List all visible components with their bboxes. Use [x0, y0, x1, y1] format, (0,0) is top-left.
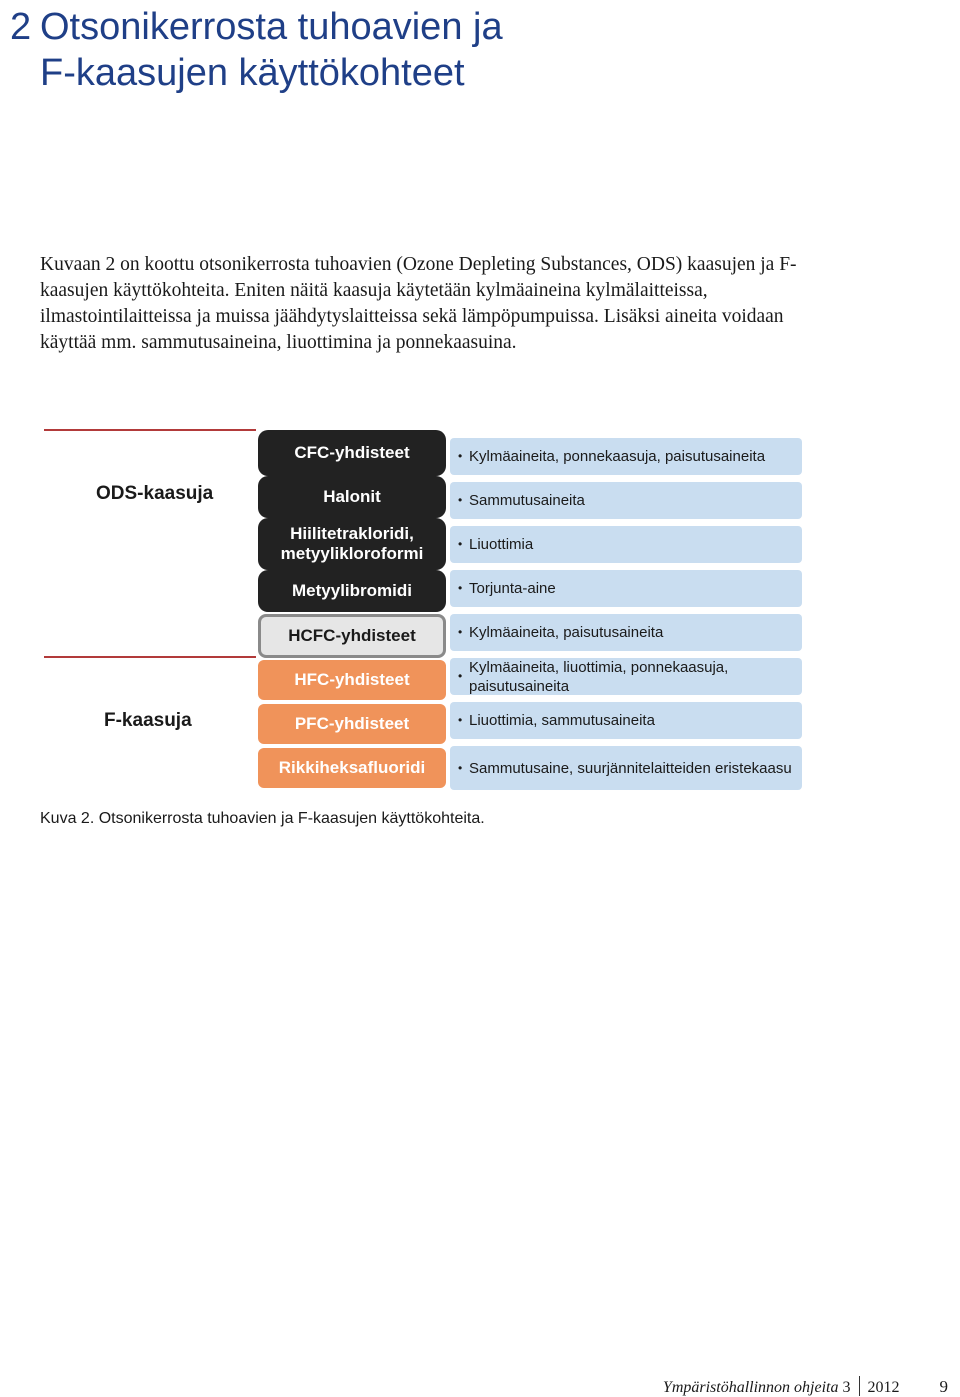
- fgas-rule: [44, 656, 256, 658]
- chapter-title-line2: F-kaasujen käyttökohteet: [40, 52, 465, 94]
- bullet-icon: •: [458, 581, 463, 595]
- use-label: Torjunta-aine: [469, 580, 556, 597]
- bullet-icon: •: [458, 449, 463, 463]
- use-label: Kylmäaineita, paisutusaineita: [469, 624, 664, 641]
- bullet-icon: •: [458, 669, 463, 683]
- use-label: Liuottimia, sammutusaineita: [469, 712, 655, 729]
- chapter-heading: [10, 4, 503, 96]
- substance-metyylibromidi: Metyylibromidi: [258, 570, 446, 612]
- substance-rikkiheksafluoridi: Rikkiheksafluoridi: [258, 748, 446, 788]
- substance-cfc: CFC-yhdisteet: [258, 430, 446, 476]
- footer-year: 2012: [867, 1379, 900, 1396]
- bullet-icon: •: [458, 713, 463, 727]
- chapter-number: 2: [10, 6, 32, 48]
- footer-divider: [859, 1376, 860, 1396]
- use-item: [450, 702, 802, 739]
- figure-caption: Kuva 2. Otsonikerrosta tuhoavien ja F-kaasujen käyttökohteita.: [40, 810, 485, 827]
- page-number: 9: [939, 1377, 948, 1396]
- use-label: Kylmäaineita, liuottimia, ponnekaasuja, paisutusaineita: [469, 658, 729, 695]
- page-footer: [663, 1372, 948, 1397]
- use-item: [450, 746, 802, 790]
- substance-hcfc: HCFC-yhdisteet: [258, 614, 446, 658]
- use-item: [450, 438, 802, 475]
- substance-halonit: Halonit: [258, 476, 446, 518]
- chapter-title-line1: Otsonikerrosta tuhoavien ja: [40, 6, 503, 48]
- footer-series: Ympäristöhallinnon ohjeita: [662, 1379, 839, 1396]
- bullet-icon: •: [458, 625, 463, 639]
- footer-issue: 3: [842, 1379, 851, 1396]
- substance-pfc: PFC-yhdisteet: [258, 704, 446, 744]
- use-item: [450, 570, 802, 607]
- bullet-icon: •: [458, 493, 463, 507]
- bullet-icon: •: [458, 760, 463, 775]
- use-item: [450, 482, 802, 519]
- use-label: Liuottimia: [469, 536, 534, 553]
- body-paragraph: Kuvaan 2 on koottu otsonikerrosta tuhoavien (Ozone Depleting Substances, ODS) kaasujen ja F-kaasujen käyttökohteita. Eniten näitä kaasuja käytetään kylmäaineina kylmälaitteissa, ilmastointilaitteissa ja muissa jäähdytyslaitteissa sekä lämpöpumpuissa. Lisäksi aineita voidaan käyttää mm. sammutusaineina, liuottimina ja ponnekaasuina.: [40, 254, 797, 353]
- use-label: Kylmäaineita, ponnekaasuja, paisutusaineita: [469, 448, 766, 465]
- group-label-ods: ODS-kaasuja: [96, 483, 214, 504]
- group-label-fgas: F-kaasuja: [104, 710, 192, 731]
- use-label: Sammutusaine, suurjännitelaitteiden eristekaasu: [469, 759, 792, 777]
- substance-hiilitetrakloridi: Hiilitetrakloridi, metyylikloroformi: [258, 518, 446, 570]
- use-item: [450, 526, 802, 563]
- ods-rule: [44, 429, 256, 431]
- use-label: Sammutusaineita: [469, 492, 585, 509]
- bullet-icon: •: [458, 537, 463, 551]
- use-item: [450, 658, 802, 695]
- use-item: [450, 614, 802, 651]
- substance-hfc: HFC-yhdisteet: [258, 660, 446, 700]
